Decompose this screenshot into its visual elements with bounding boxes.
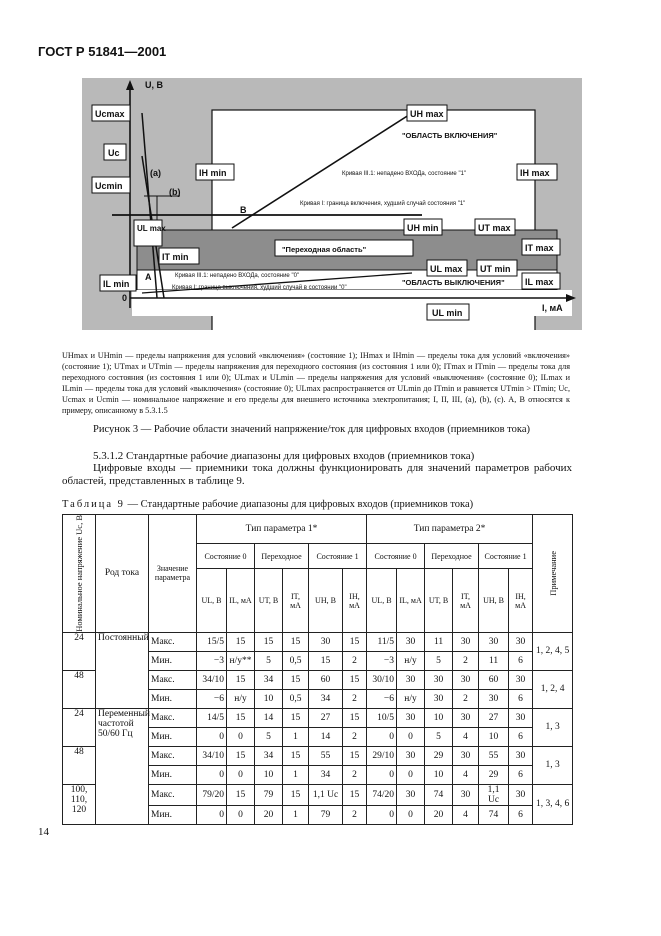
data-cell: 15 xyxy=(227,632,255,651)
data-cell: 10 xyxy=(425,765,453,784)
voltage-current-diagram xyxy=(82,78,582,330)
data-cell: 5 xyxy=(425,727,453,746)
data-cell: 30 xyxy=(425,689,453,708)
data-cell: 30 xyxy=(397,746,425,765)
uc-label: Uc xyxy=(108,148,120,158)
curve-i-off-label: Кривая I: граница выключения, худший случай в состоянии "0" xyxy=(172,285,347,291)
data-cell: 0 xyxy=(367,805,397,824)
data-cell: 30 xyxy=(509,670,533,689)
origin-label: 0 xyxy=(122,293,128,303)
data-cell: 14 xyxy=(309,727,343,746)
data-cell: 60 xyxy=(479,670,509,689)
data-cell: 4 xyxy=(453,805,479,824)
itmax-label: IT max xyxy=(525,243,554,253)
ihmin-label: IH min xyxy=(199,168,227,178)
data-cell: 10 xyxy=(255,765,283,784)
data-cell: 15 xyxy=(343,746,367,765)
data-cell: 30 xyxy=(397,670,425,689)
header-state-1: Состояние 1 xyxy=(479,544,533,569)
section-heading: 5.3.1.2 Стандартные рабочие диапазоны для цифровых входов (приемников тока) xyxy=(93,450,475,462)
data-cell: 79 xyxy=(309,805,343,824)
current-kind-cell: Переменный частотой 50/60 Гц xyxy=(96,708,149,824)
document-header: ГОСТ Р 51841—2001 xyxy=(38,44,167,59)
data-cell: 10/5 xyxy=(367,708,397,727)
data-cell: 29 xyxy=(479,765,509,784)
data-cell: 30 xyxy=(479,689,509,708)
subheader-cell: UT, В xyxy=(425,569,453,632)
data-cell: 30 xyxy=(509,784,533,805)
data-cell: 30 xyxy=(479,632,509,651)
data-cell: −3 xyxy=(197,651,227,670)
note-cell: 1, 3 xyxy=(533,746,573,784)
data-cell: 0 xyxy=(227,765,255,784)
data-cell: 79 xyxy=(255,784,283,805)
header-state-0: Состояние 0 xyxy=(367,544,425,569)
header-current-kind: Род тока xyxy=(96,515,149,633)
data-cell: 15 xyxy=(283,632,309,651)
data-cell: 27 xyxy=(309,708,343,727)
header-nominal-voltage: Номинальное напряжение Uc, В xyxy=(63,515,96,633)
header-type-1: Тип параметра 1* xyxy=(197,515,367,544)
ucmin-label: Ucmin xyxy=(95,181,123,191)
data-cell: 0 xyxy=(197,727,227,746)
data-cell: 1 xyxy=(283,805,309,824)
data-cell: 30 xyxy=(397,708,425,727)
data-cell: 15 xyxy=(343,784,367,805)
data-cell: −6 xyxy=(367,689,397,708)
ulmin-label: UL min xyxy=(432,308,463,318)
utmax-label: UT max xyxy=(478,223,511,233)
data-cell: 2 xyxy=(343,651,367,670)
figure-caption: Рисунок 3 — Рабочие области значений напряжение/ток для цифровых входов (приемников тока) xyxy=(93,424,530,435)
data-cell: 34 xyxy=(255,670,283,689)
data-cell: 5 xyxy=(425,651,453,670)
header-type-2: Тип параметра 2* xyxy=(367,515,533,544)
point-b-label: B xyxy=(240,205,247,215)
data-cell: 2 xyxy=(453,651,479,670)
data-cell: 6 xyxy=(509,805,533,824)
header-note: Примечание xyxy=(533,515,573,633)
area-on-label: "ОБЛАСТЬ ВКЛЮЧЕНИЯ" xyxy=(402,131,498,140)
y-axis-label: U, B xyxy=(145,80,163,90)
table-caption xyxy=(62,499,473,510)
data-cell: 55 xyxy=(309,746,343,765)
data-cell: 4 xyxy=(453,727,479,746)
data-cell: 2 xyxy=(343,727,367,746)
data-cell: 1 xyxy=(283,765,309,784)
subheader-cell: UL, В xyxy=(367,569,397,632)
curve-iii-on-label: Кривая III.1: непадено ВХОДа, состояние "1" xyxy=(342,171,467,177)
param-value-cell: Макс. xyxy=(149,784,197,805)
data-cell: 11/5 xyxy=(367,632,397,651)
data-cell: 15 xyxy=(309,651,343,670)
data-cell: 30 xyxy=(509,632,533,651)
data-cell: 30 xyxy=(397,784,425,805)
data-cell: 30/10 xyxy=(367,670,397,689)
data-cell: 0 xyxy=(367,765,397,784)
paragraph-text: Цифровые входы — приемники тока должны функционировать для значений параметров рабочих областей, представленных в таблице 9. xyxy=(62,462,572,487)
curve-i-on-label: Кривая I: граница включения, худший случай состояния "1" xyxy=(300,201,466,207)
nominal-voltage-cell: 24 xyxy=(63,708,96,746)
note-cell: 1, 2, 4, 5 xyxy=(533,632,573,670)
data-cell: 0 xyxy=(197,765,227,784)
data-cell: 6 xyxy=(509,727,533,746)
data-cell: 30 xyxy=(453,784,479,805)
point-a-label: A xyxy=(145,272,152,282)
data-cell: 1 xyxy=(283,727,309,746)
subheader-cell: IL, мА xyxy=(397,569,425,632)
param-value-cell: Мин. xyxy=(149,805,197,824)
figure-legend: UHmax и UHmin — пределы напряжения для условий «включения» (состояние 1); IHmax и IHmin — пределы тока для условий «включения» (состояние 1); UTmax и UTmin — пределы напряжения для переходного состояния (из состояния 1 или 0); ITmax и ITmin — пределы тока для переходного состояния (из состояния 1 или 0); ULmax и ULmin — пределы напряжения для условий «выключения» (состояние 0); ILmax и ILmin — пределы тока для условий «выключения» (состояние 0); ULmax распространяется от ULmin до ITmin и равняется UTmin > ITmin; Uc, Ucmax и Ucmin — номинальное напряжение и его пределы для внешнего источника электропитания; I, II, III, (a), (b), (c). A, B относятся к примеру, описанному в 5.3.1.5 xyxy=(62,351,570,415)
data-cell: −3 xyxy=(367,651,397,670)
data-cell: 0 xyxy=(197,805,227,824)
data-cell: 27 xyxy=(479,708,509,727)
current-kind-cell: Постоянный xyxy=(96,632,149,708)
data-cell: 15 xyxy=(227,746,255,765)
table-caption-label: Таблица 9 xyxy=(62,499,125,510)
data-cell: 74/20 xyxy=(367,784,397,805)
ilmax-label: IL max xyxy=(525,277,554,287)
data-cell: 74 xyxy=(425,784,453,805)
param-value-cell: Макс. xyxy=(149,670,197,689)
area-transition-label: "Переходная область" xyxy=(282,245,367,254)
x-axis-label: I, мА xyxy=(542,303,563,313)
data-cell: 74 xyxy=(479,805,509,824)
data-cell: н/у** xyxy=(227,651,255,670)
data-cell: 34 xyxy=(309,689,343,708)
data-cell: 30 xyxy=(397,632,425,651)
page-number: 14 xyxy=(38,826,49,838)
data-cell: 10 xyxy=(255,689,283,708)
header-state-1: Состояние 1 xyxy=(309,544,367,569)
data-cell: 2 xyxy=(343,689,367,708)
ul-max-box-label: UL max xyxy=(137,224,166,233)
label-b: (b) xyxy=(169,187,181,197)
data-cell: 30 xyxy=(509,708,533,727)
data-cell: 11 xyxy=(479,651,509,670)
data-cell: 5 xyxy=(255,651,283,670)
data-cell: 0 xyxy=(227,727,255,746)
param-value-cell: Мин. xyxy=(149,765,197,784)
data-cell: 15 xyxy=(227,784,255,805)
data-cell: 1,1 Uс xyxy=(309,784,343,805)
uhmax-label: UH max xyxy=(410,109,444,119)
table-body xyxy=(63,632,573,824)
data-cell: 0,5 xyxy=(283,651,309,670)
subheader-cell: UH, В xyxy=(479,569,509,632)
data-cell: 15 xyxy=(343,708,367,727)
data-cell: 6 xyxy=(509,651,533,670)
data-cell: 15 xyxy=(343,632,367,651)
data-cell: 2 xyxy=(343,805,367,824)
data-cell: 79/20 xyxy=(197,784,227,805)
data-cell: 34 xyxy=(309,765,343,784)
table-9 xyxy=(62,514,573,825)
data-cell: 34/10 xyxy=(197,670,227,689)
subheader-cell: UT, В xyxy=(255,569,283,632)
data-cell: н/у xyxy=(397,689,425,708)
header-transition: Переходное xyxy=(425,544,479,569)
table-row xyxy=(63,708,573,727)
data-cell: 15 xyxy=(283,746,309,765)
data-cell: 30 xyxy=(453,708,479,727)
param-value-cell: Мин. xyxy=(149,689,197,708)
section-paragraph xyxy=(62,462,572,488)
subheader-cell: IH, мА xyxy=(509,569,533,632)
data-cell: 15 xyxy=(227,708,255,727)
data-cell: 11 xyxy=(425,632,453,651)
note-cell: 1, 3, 4, 6 xyxy=(533,784,573,824)
data-cell: 14/5 xyxy=(197,708,227,727)
data-cell: 0 xyxy=(397,805,425,824)
header-state-0: Состояние 0 xyxy=(197,544,255,569)
data-cell: 14 xyxy=(255,708,283,727)
data-cell: 0 xyxy=(227,805,255,824)
curve-iii-off-label: Кривая III.1: непадено ВХОДа, состояние "0" xyxy=(175,273,300,279)
table-caption-text: — Стандартные рабочие диапазоны для цифровых входов (приемников тока) xyxy=(124,499,474,510)
data-cell: 1,1 Uс xyxy=(479,784,509,805)
uhmin-label: UH min xyxy=(407,223,439,233)
subheader-cell: IL, мА xyxy=(227,569,255,632)
data-cell: 4 xyxy=(453,765,479,784)
header-param-value: Значение параметра xyxy=(149,515,197,633)
data-cell: 15 xyxy=(255,632,283,651)
data-cell: 10 xyxy=(479,727,509,746)
nominal-voltage-cell: 48 xyxy=(63,746,96,784)
data-cell: 30 xyxy=(425,670,453,689)
lower-area xyxy=(132,290,572,316)
data-cell: 15 xyxy=(283,708,309,727)
param-value-cell: Макс. xyxy=(149,746,197,765)
label-a: (a) xyxy=(150,168,161,178)
utmin-label: UT min xyxy=(480,264,511,274)
data-cell: 30 xyxy=(453,632,479,651)
data-cell: 29/10 xyxy=(367,746,397,765)
nominal-voltage-cell: 24 xyxy=(63,632,96,670)
itmin-label: IT min xyxy=(162,252,189,262)
subheader-cell: UH, В xyxy=(309,569,343,632)
y-axis-arrow xyxy=(126,80,134,90)
data-cell: 15 xyxy=(343,670,367,689)
data-cell: н/у xyxy=(227,689,255,708)
data-cell: 15 xyxy=(227,670,255,689)
subheader-cell: UL, В xyxy=(197,569,227,632)
subheader-cell: IT, мА xyxy=(283,569,309,632)
data-cell: 0 xyxy=(367,727,397,746)
param-value-cell: Макс. xyxy=(149,708,197,727)
data-cell: −6 xyxy=(197,689,227,708)
note-cell: 1, 3 xyxy=(533,708,573,746)
data-cell: 15 xyxy=(283,670,309,689)
note-cell: 1, 2, 4 xyxy=(533,670,573,708)
param-value-cell: Макс. xyxy=(149,632,197,651)
header-transition: Переходное xyxy=(255,544,309,569)
data-cell: 6 xyxy=(509,689,533,708)
data-cell: 34 xyxy=(255,746,283,765)
data-cell: 15/5 xyxy=(197,632,227,651)
data-cell: 2 xyxy=(343,765,367,784)
data-cell: 15 xyxy=(283,784,309,805)
data-cell: 20 xyxy=(255,805,283,824)
data-cell: 0 xyxy=(397,765,425,784)
data-cell: 60 xyxy=(309,670,343,689)
subheader-cell: IH, мА xyxy=(343,569,367,632)
data-cell: н/у xyxy=(397,651,425,670)
data-cell: 6 xyxy=(509,765,533,784)
data-cell: 20 xyxy=(425,805,453,824)
data-cell: 30 xyxy=(509,746,533,765)
ucmax-label: Ucmax xyxy=(95,109,125,119)
data-cell: 55 xyxy=(479,746,509,765)
nominal-voltage-cell: 48 xyxy=(63,670,96,708)
table-row xyxy=(63,632,573,651)
param-value-cell: Мин. xyxy=(149,651,197,670)
ulmax-label: UL max xyxy=(430,264,463,274)
area-off-label: "ОБЛАСТЬ ВЫКЛЮЧЕНИЯ" xyxy=(402,278,505,287)
data-cell: 34/10 xyxy=(197,746,227,765)
data-cell: 30 xyxy=(309,632,343,651)
param-value-cell: Мин. xyxy=(149,727,197,746)
data-cell: 10 xyxy=(425,708,453,727)
data-cell: 29 xyxy=(425,746,453,765)
nominal-voltage-cell: 100, 110, 120 xyxy=(63,784,96,824)
subheader-cell: IT, мА xyxy=(453,569,479,632)
ilmin-label: IL min xyxy=(103,279,130,289)
figure-3-diagram xyxy=(82,78,582,330)
data-cell: 5 xyxy=(255,727,283,746)
data-cell: 30 xyxy=(453,670,479,689)
data-cell: 0,5 xyxy=(283,689,309,708)
data-cell: 30 xyxy=(453,746,479,765)
ihmax-label: IH max xyxy=(520,168,550,178)
data-cell: 0 xyxy=(397,727,425,746)
data-cell: 2 xyxy=(453,689,479,708)
